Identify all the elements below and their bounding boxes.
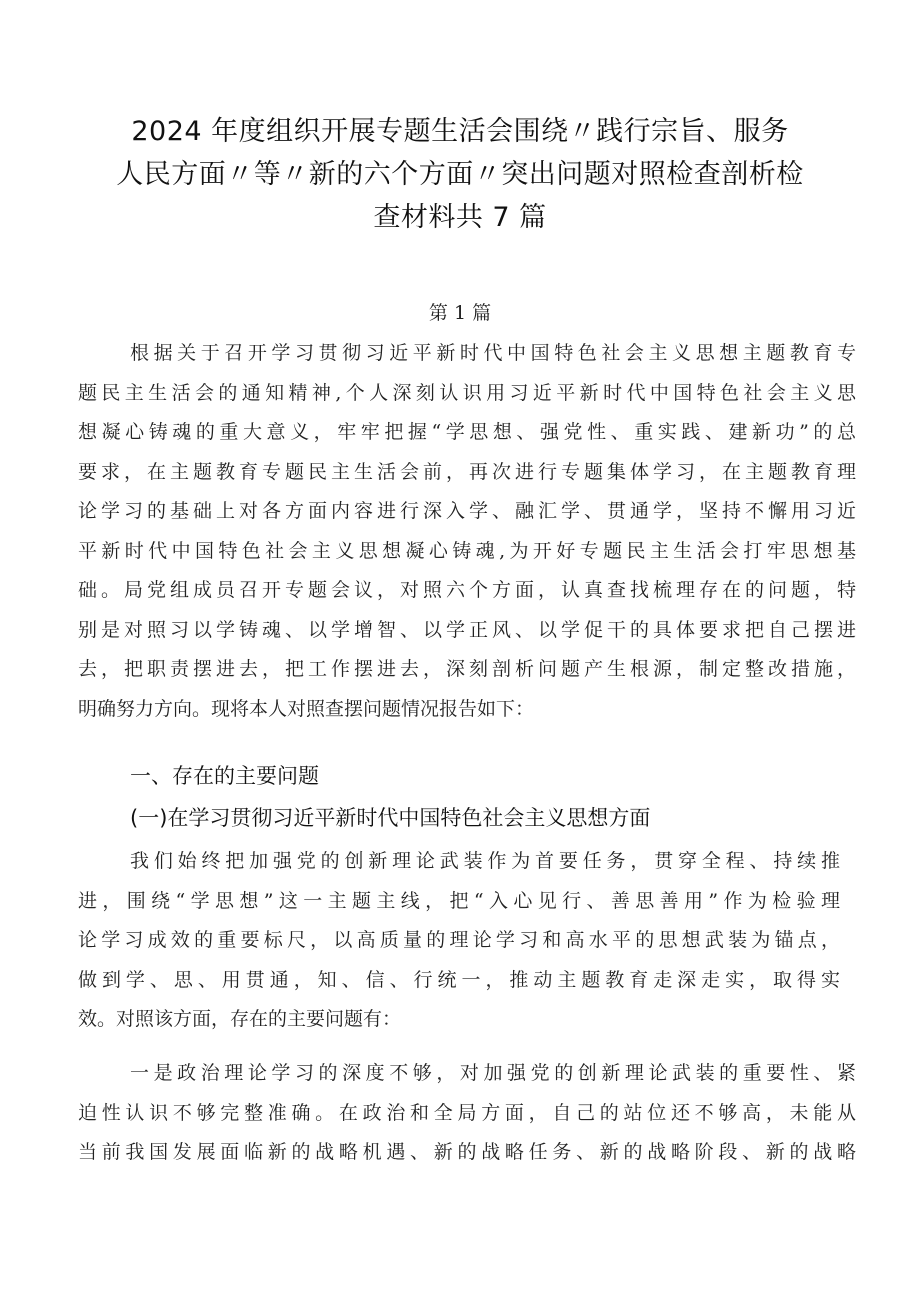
document-title (80, 110, 840, 239)
subsection-heading: (一)在学习贯彻习近平新时代中国特色社会主义思想方面 (130, 806, 651, 830)
intro-paragraph (78, 334, 856, 729)
text-line: 别是对照习以学铸魂、以学增智、以学正风、以学促干的具体要求把自己摆进 (78, 618, 856, 641)
text-line: 础。局党组成员召开专题会议，对照六个方面，认真查找梳理存在的问题，特 (78, 579, 856, 601)
text-line: 效。对照该方面，存在的主要问题有： (78, 1008, 402, 1030)
text-line: 进，围绕“学思想”这一主题主线，把“入心见行、善思善用”作为检验理 (78, 889, 840, 912)
text-line: 论学习成效的重要标尺，以高质量的理论学习和高水平的思想武装为锚点， (78, 929, 840, 951)
text-line: 想凝心铸魂的重大意义，牢牢把握“学思想、强党性、重实践、建新功”的总 (78, 421, 856, 443)
text-line: 题民主生活会的通知精神,个人深刻认识用习近平新时代中国特色社会主义思 (78, 381, 856, 404)
text-line: 一是政治理论学习的深度不够，对加强党的创新理论武装的重要性、紧 (130, 1062, 856, 1084)
text-line: 论学习的基础上对各方面内容进行深入学、融汇学、贯通学，坚持不懈用习近 (78, 500, 856, 522)
title-line: 2024 年度组织开展专题生活会围绕〃践行宗旨、服务 (131, 116, 789, 147)
section-heading: 一、存在的主要问题 (130, 764, 319, 788)
title-line: 人民方面〃等〃新的六个方面〃突出问题对照检查剖析检 (116, 159, 804, 190)
text-line: 明确努力方向。现将本人对照查摆问题情况报告如下： (78, 697, 535, 720)
text-line: 迫性认识不够完整准确。在政治和全局方面，自己的站位还不够高，未能从 (78, 1101, 856, 1124)
text-line: 要求，在主题教育专题民主生活会前，再次进行专题集体学习，在主题教育理 (78, 460, 856, 483)
part-label: 第 1 篇 (428, 302, 492, 324)
problem-paragraph (78, 1054, 856, 1173)
title-line: 查材料共 7 篇 (373, 202, 547, 233)
text-line: 当前我国发展面临新的战略机遇、新的战略任务、新的战略阶段、新的战略 (78, 1141, 856, 1163)
text-line: 我们始终把加强党的创新理论武装作为首要任务，贯穿全程、持续推 (130, 850, 840, 872)
text-line: 去，把职责摆进去，把工作摆进去，深刻剖析问题产生根源，制定整改措施， (78, 658, 856, 680)
text-line: 平新时代中国特色社会主义思想凝心铸魂,为开好专题民主生活会打牢思想基 (78, 539, 856, 562)
text-line: 做到学、思、用贯通，知、信、行统一，推动主题教育走深走实，取得实 (78, 968, 840, 991)
text-line: 根据关于召开学习贯彻习近平新时代中国特色社会主义思想主题教育专 (130, 342, 856, 364)
subsection-paragraph (78, 842, 840, 1040)
